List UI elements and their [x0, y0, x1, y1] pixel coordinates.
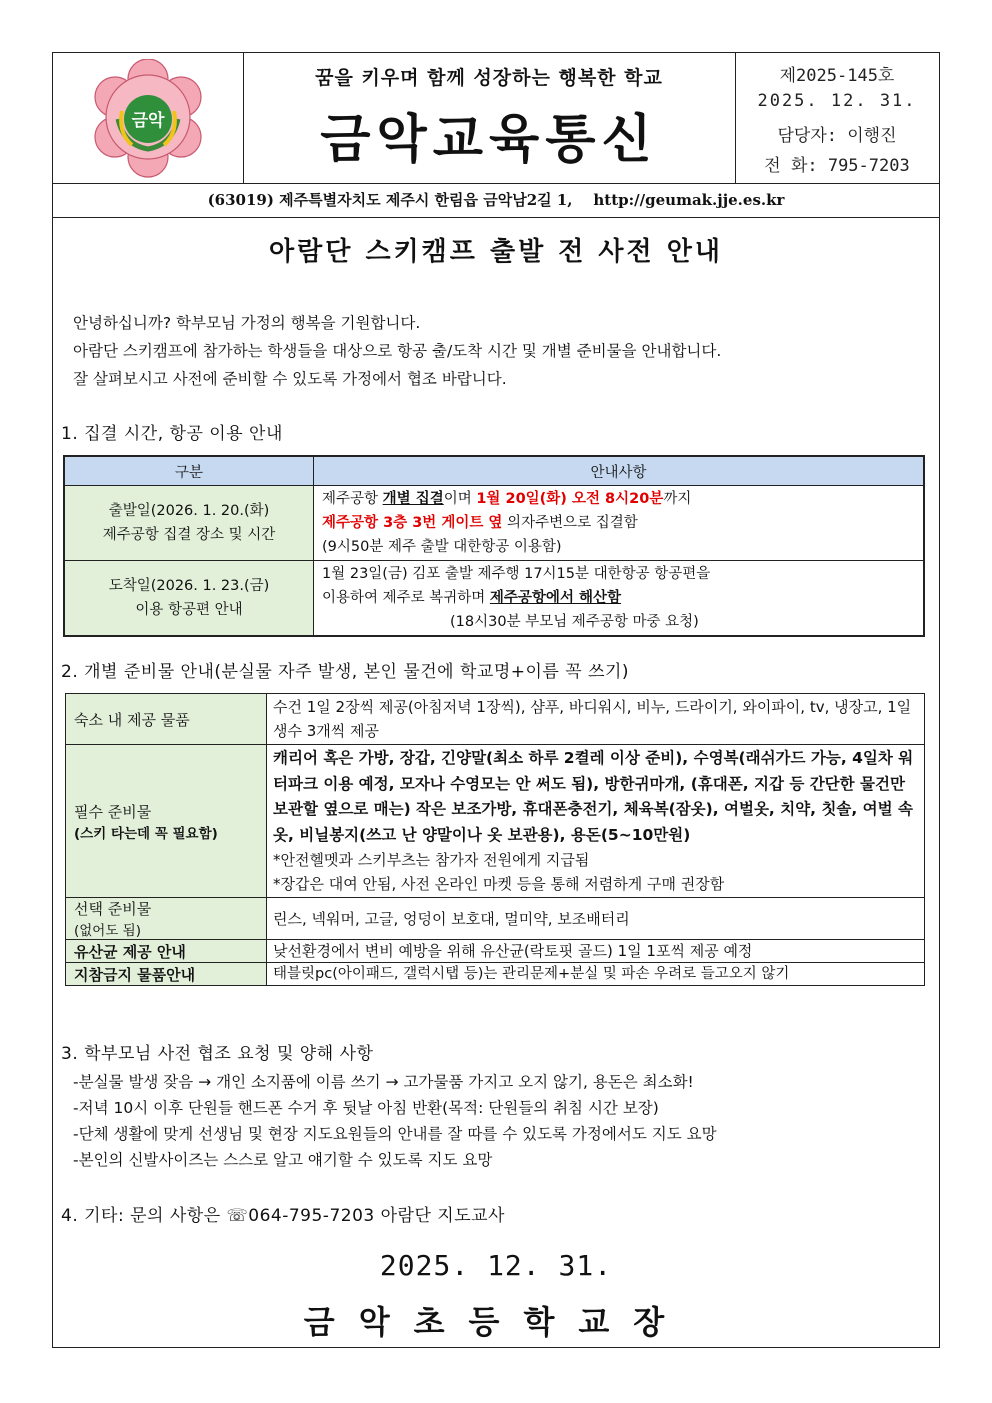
- doc-date: 2025. 12. 31.: [757, 91, 917, 111]
- row-text: 낮선환경에서 변비 예방을 위해 유산균(락토핏 골드) 1일 1포씩 제공 예정: [267, 940, 925, 963]
- section4-heading: 4. 기타: 문의 사항은 ☏064-795-7203 아람단 지도교사: [61, 1206, 505, 1226]
- arrival-info: 1월 23일(금) 김포 출발 제주행 17시15분 대한항공 항공편을 이용하여 제주로 복귀하며 제주공항에서 해산함 (18시30분 부모님 제주공항 마중 요청): [314, 561, 925, 637]
- newsletter-header: [53, 53, 939, 184]
- list-item: -분실물 발생 잦음 → 개인 소지품에 이름 쓰기 → 고가물품 가지고 오지 않기, 용돈은 최소화!: [73, 1073, 694, 1091]
- newsletter-title: 금악교육통신: [320, 110, 658, 170]
- table-row: [66, 898, 925, 940]
- supplies-table: [65, 693, 925, 986]
- person-in-charge: 담당자: 이행진: [777, 126, 897, 146]
- table-row: [66, 694, 925, 745]
- section2-heading: 2. 개별 준비물 안내(분실물 자주 발생, 본인 물건에 학교명+이름 꼭 쓰기): [61, 662, 630, 682]
- list-item: -본인의 신발사이즈는 스스로 알고 얘기할 수 있도록 지도 요망: [73, 1151, 493, 1169]
- list-item: -저녁 10시 이후 단원들 핸드폰 수거 후 뒷날 아침 반환(목적: 단원들의 취침 시간 보장): [73, 1099, 659, 1117]
- row-label: 유산균 제공 안내: [66, 940, 267, 963]
- issue-date: 2025. 12. 31.: [379, 1249, 613, 1282]
- document-frame: [52, 52, 940, 1348]
- title-cell: [243, 53, 736, 183]
- doc-info-cell: [735, 53, 939, 183]
- school-address: (63019) 제주특별자치도 제주시 한림읍 금악남2길 1, http://geumak.jje.es.kr: [53, 183, 939, 218]
- row-text: 태블릿pc(아이패드, 갤럭시탭 등)는 관리문제+분실 및 파손 우려로 들고오지 않기: [267, 963, 925, 986]
- row-text: 수건 1일 2장씩 제공(아침저녁 1장씩), 샴푸, 바디워시, 비누, 드라이기, 와이파이, tv, 냉장고, 1일 생수 3개씩 제공: [267, 694, 925, 745]
- table-row: [66, 745, 925, 898]
- arrival-label: 도착일(2026. 1. 23.(금) 이용 항공편 안내: [64, 561, 314, 637]
- section1-heading: 1. 집결 시간, 항공 이용 안내: [61, 424, 283, 444]
- column-header: 구분: [64, 456, 314, 486]
- logo-text: 금악: [131, 111, 165, 131]
- school-logo-cell: [53, 53, 244, 183]
- row-label: 선택 준비물 (없어도 됨): [66, 898, 267, 940]
- column-header: 안내사항: [314, 456, 925, 486]
- row-text: 캐리어 혹은 가방, 장갑, 긴양말(최소 하루 2켤레 이상 준비), 수영복(래쉬가드 가능, 4일차 워터파크 이용 예정, 모자나 수영모는 안 써도 됨), 방한귀마개, (휴대폰, 지갑 등 간단한 물건만 보관할 옆으로 매는) 작은 보조가방, 휴대폰충전기, 체육복(잠옷), 여벌옷, 치약, 칫솔, 여벌 속옷, 비닐봉지(쓰고 난 양말이나 옷 보관용), 용돈(5~10만원) *안전헬멧과 스키부츠는 참가자 전원에게 지급됨 *장갑은 대여 안됨, 사전 온라인 마켓 등을 통해 저렴하게 구매 권장함: [267, 745, 925, 898]
- list-item: -단체 생활에 맞게 선생님 및 현장 지도요원들의 안내를 잘 따를 수 있도록 가정에서도 지도 요망: [73, 1125, 717, 1143]
- school-slogan: 꿈을 키우며 함께 성장하는 행복한 학교: [315, 67, 663, 89]
- table-row: [64, 561, 924, 637]
- row-label: 지참금지 물품안내: [66, 963, 267, 986]
- doc-number: 제2025-145호: [779, 66, 895, 86]
- intro-line: 아람단 스키캠프에 참가하는 학생들을 대상으로 항공 출/도착 시간 및 개별 준비물을 안내합니다.: [73, 342, 722, 360]
- intro-line: 안녕하십니까? 학부모님 가정의 행복을 기원합니다.: [73, 314, 421, 332]
- departure-info: 제주공항 개별 집결이며 1월 20일(화) 오전 8시20분까지 제주공항 3층 3번 게이트 옆 의자주변으로 집결함 (9시50분 제주 출발 대한항공 이용함): [314, 486, 925, 561]
- section3-heading: 3. 학부모님 사전 협조 요청 및 양해 사항: [61, 1044, 374, 1064]
- schedule-table: [63, 455, 925, 637]
- contact-phone: 전 화: 795-7203: [764, 156, 910, 176]
- principal-signature: 금악초등학교장: [303, 1303, 689, 1341]
- school-emblem-icon: [88, 59, 208, 179]
- row-label: 필수 준비물 (스키 타는데 꼭 필요함): [66, 745, 267, 898]
- row-text: 린스, 넥워머, 고글, 엉덩이 보호대, 멀미약, 보조배터리: [267, 898, 925, 940]
- document-title: 아람단 스키캠프 출발 전 사전 안내: [269, 237, 723, 267]
- intro-paragraph: [73, 309, 721, 393]
- table-row: [66, 963, 925, 986]
- row-label: 숙소 내 제공 물품: [66, 694, 267, 745]
- table-row: [66, 940, 925, 963]
- table-row: [64, 486, 924, 561]
- intro-line: 잘 살펴보시고 사전에 준비할 수 있도록 가정에서 협조 바랍니다.: [73, 370, 507, 388]
- cooperation-list: [73, 1069, 717, 1173]
- departure-label: 출발일(2026. 1. 20.(화) 제주공항 집결 장소 및 시간: [64, 486, 314, 561]
